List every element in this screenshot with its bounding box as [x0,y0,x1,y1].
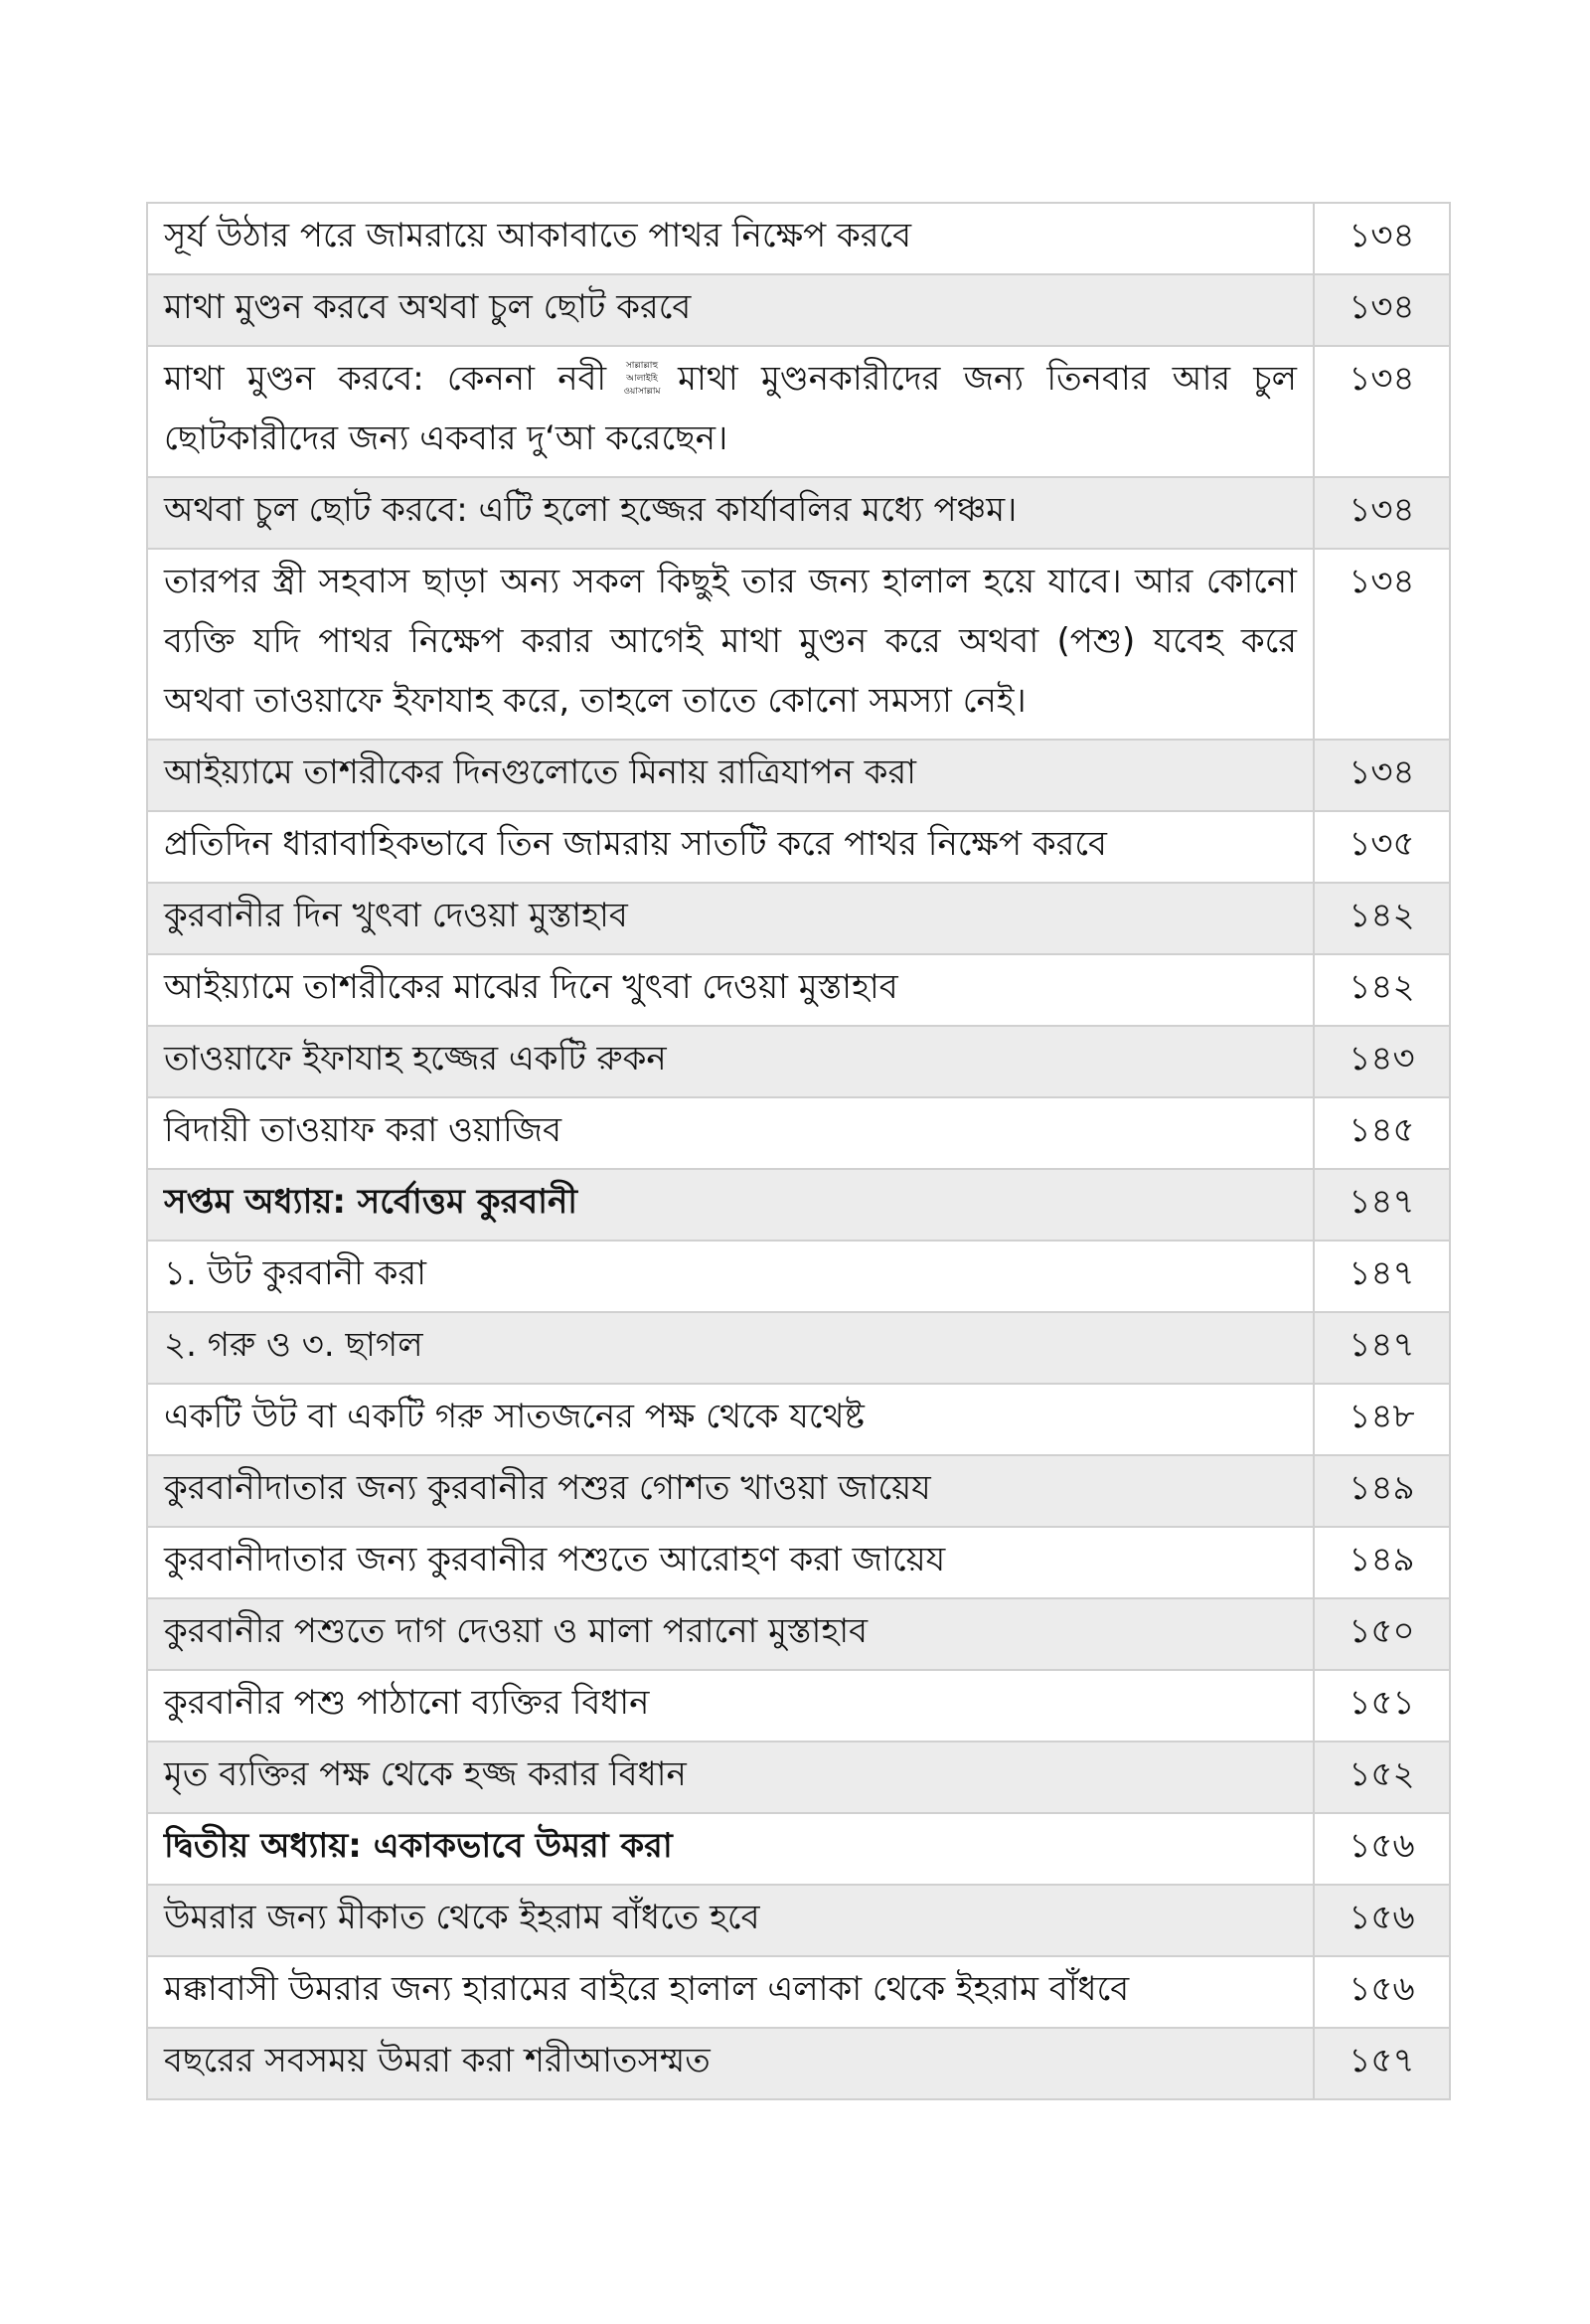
toc-entry-title: মাথা মুণ্ডন করবে অথবা চুল ছোট করবে [147,274,1314,346]
toc-row[interactable] [147,1670,1450,1742]
toc-chapter-title: সপ্তম অধ্যায়: সর্বোত্তম কুরবানী [147,1169,1314,1241]
toc-entry-title: সূর্য উঠার পরে জামরায়ে আকাবাতে পাথর নিক্ষেপ করবে [147,203,1314,274]
toc-row[interactable] [147,740,1450,811]
toc-entry-title: তারপর স্ত্রী সহবাস ছাড়া অন্য সকল কিছুই তার জন্য হালাল হয়ে যাবে। আর কোনো ব্যক্তি যদি পাথর নিক্ষেপ করার আগেই মাথা মুণ্ডন করে অথবা (পশু) যবেহ করে অথবা তাওয়াফে ইফাযাহ করে, তাহলে তাতে কোনো সমস্যা নেই। [147,549,1314,740]
toc-entry-page: ১৩৪ [1314,740,1450,811]
toc-row[interactable] [147,954,1450,1026]
toc-entry-title: বিদায়ী তাওয়াফ করা ওয়াজিব [147,1097,1314,1169]
toc-row[interactable] [147,1527,1450,1598]
toc-entry-page: ১৩৪ [1314,549,1450,740]
toc-row[interactable] [147,203,1450,274]
toc-entry-page: ১৫১ [1314,1670,1450,1742]
seal-text: ওয়াসাল্লাম [623,386,661,397]
toc-entry-page: ১৪৯ [1314,1455,1450,1527]
toc-entry-page: ১৪৩ [1314,1026,1450,1097]
toc-entry-page: ১৪৭ [1314,1312,1450,1384]
toc-entry-page: ১৩৫ [1314,811,1450,883]
toc-entry-page: ১৪৭ [1314,1169,1450,1241]
seal-text: সাল্লাল্লাহু [625,360,659,371]
toc-entry-page: ১৫২ [1314,1742,1450,1813]
toc-entry-title: ১. উট কুরবানী করা [147,1241,1314,1312]
toc-row[interactable] [147,1384,1450,1455]
toc-entry-title: কুরবানীদাতার জন্য কুরবানীর পশুতে আরোহণ করা জায়েয [147,1527,1314,1598]
toc-row[interactable] [147,477,1450,549]
toc-entry-title [147,346,1314,477]
toc-entry-title: আইয়্যামে তাশরীকের মাঝের দিনে খুৎবা দেওয়া মুস্তাহাব [147,954,1314,1026]
toc-chapter-row[interactable] [147,1169,1450,1241]
toc-row[interactable] [147,346,1450,477]
toc-entry-title: ২. গরু ও ৩. ছাগল [147,1312,1314,1384]
toc-entry-title: একটি উট বা একটি গরু সাতজনের পক্ষ থেকে যথেষ্ট [147,1384,1314,1455]
toc-entry-title: মৃত ব্যক্তির পক্ষ থেকে হজ্জ করার বিধান [147,1742,1314,1813]
toc-entry-page: ১৪২ [1314,954,1450,1026]
toc-entry-page: ১৩৪ [1314,203,1450,274]
toc-entry-title: প্রতিদিন ধারাবাহিকভাবে তিন জামরায় সাতটি করে পাথর নিক্ষেপ করবে [147,811,1314,883]
toc-row[interactable] [147,1097,1450,1169]
toc-entry-title: কুরবানীর পশুতে দাগ দেওয়া ও মালা পরানো মুস্তাহাব [147,1598,1314,1670]
toc-entry-title: বছরের সবসময় উমরা করা শরীআতসম্মত [147,2028,1314,2099]
toc-entry-page: ১৩৪ [1314,274,1450,346]
toc-entry-page: ১৪৫ [1314,1097,1450,1169]
toc-entry-title: আইয়্যামে তাশরীকের দিনগুলোতে মিনায় রাত্রিযাপন করা [147,740,1314,811]
salutation-seal-icon [614,357,670,397]
toc-row[interactable] [147,1241,1450,1312]
toc-row[interactable] [147,1956,1450,2028]
toc-row[interactable] [147,1312,1450,1384]
toc-entry-title: মক্কাবাসী উমরার জন্য হারামের বাইরে হালাল এলাকা থেকে ইহরাম বাঁধবে [147,1956,1314,2028]
toc-entry-page: ১৩৪ [1314,477,1450,549]
toc-entry-title-part: মাথা মুণ্ডনকারীদের জন্য তিনবার আর চুল ছোটকারীদের জন্য একবার দু‘আ করেছেন। [164,359,1297,458]
toc-entry-page: ১৫০ [1314,1598,1450,1670]
toc-chapter-row[interactable] [147,1813,1450,1885]
toc-row[interactable] [147,883,1450,954]
toc-entry-page: ১৪৯ [1314,1527,1450,1598]
toc-row[interactable] [147,1598,1450,1670]
toc-row[interactable] [147,1455,1450,1527]
toc-row[interactable] [147,811,1450,883]
toc-entry-title: অথবা চুল ছোট করবে: এটি হলো হজ্জের কার্যাবলির মধ্যে পঞ্চম। [147,477,1314,549]
toc-entry-page: ১৩৪ [1314,346,1450,477]
toc-entry-title: কুরবানীর পশু পাঠানো ব্যক্তির বিধান [147,1670,1314,1742]
toc-entry-page: ১৫৬ [1314,1956,1450,2028]
toc-chapter-title: দ্বিতীয় অধ্যায়: একাকভাবে উমরা করা [147,1813,1314,1885]
toc-row[interactable] [147,274,1450,346]
toc-entry-page: ১৫৬ [1314,1813,1450,1885]
toc-entry-page: ১৪২ [1314,883,1450,954]
table-of-contents [146,202,1451,2100]
toc-entry-title-part: মাথা মুণ্ডন করবে: কেননা নবী [164,359,607,399]
toc-entry-page: ১৫৬ [1314,1885,1450,1956]
toc-row[interactable] [147,2028,1450,2099]
toc-entry-page: ১৫৭ [1314,2028,1450,2099]
seal-text: আলাইহি [626,373,659,384]
toc-row[interactable] [147,1885,1450,1956]
toc-entry-title: কুরবানীদাতার জন্য কুরবানীর পশুর গোশত খাওয়া জায়েয [147,1455,1314,1527]
toc-entry-title: তাওয়াফে ইফাযাহ হজ্জের একটি রুকন [147,1026,1314,1097]
toc-entry-title: কুরবানীর দিন খুৎবা দেওয়া মুস্তাহাব [147,883,1314,954]
toc-row[interactable] [147,1742,1450,1813]
toc-entry-page: ১৪৭ [1314,1241,1450,1312]
toc-row[interactable] [147,549,1450,740]
toc-row[interactable] [147,1026,1450,1097]
toc-entry-page: ১৪৮ [1314,1384,1450,1455]
toc-entry-title: উমরার জন্য মীকাত থেকে ইহরাম বাঁধতে হবে [147,1885,1314,1956]
